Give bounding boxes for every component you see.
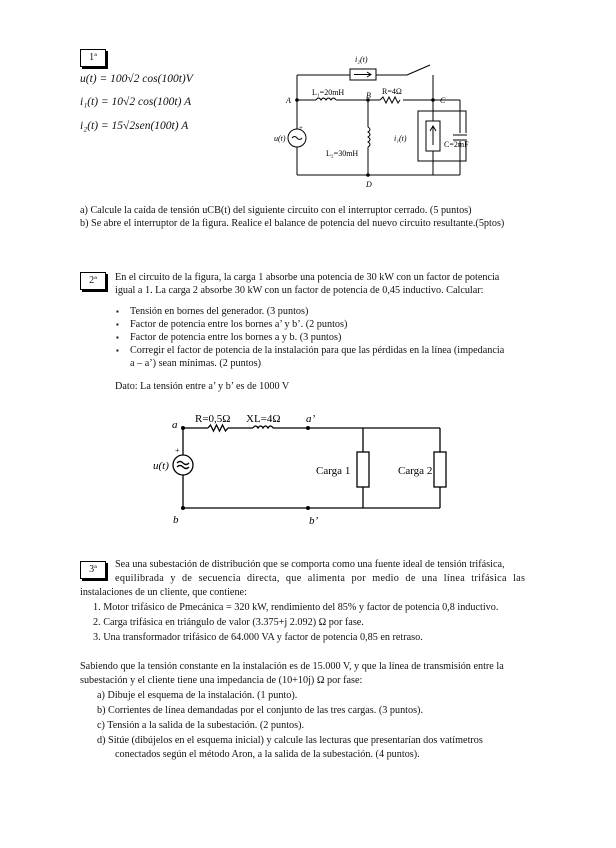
label-i1: i₁(t)	[394, 134, 407, 143]
problem-3-item-2: 2. Carga trifásica en triángulo de valor (3.375+j 2.092) Ω por fase.	[93, 617, 364, 628]
svg-text:+: +	[299, 124, 303, 132]
inductor-xl	[253, 426, 273, 428]
problem-2-bullet-3: ▪ Factor de potencia entre los bornes a y b. (3 puntos)	[130, 331, 341, 344]
label-i2: i₂(t)	[355, 55, 368, 64]
problem-3-question-a: a) Dibuje el esquema de la instalación. (1 punto).	[97, 690, 298, 701]
problem-3-intro-line-1: Sea una subestación de distribución que se comporta como una fuente ideal de tensión trifásica,	[115, 559, 505, 570]
node-c: C	[440, 96, 446, 105]
label-source-2: u(t)	[153, 460, 169, 472]
problem-2-bullet-4-cont: a – a’) sean mínimas. (2 puntos)	[130, 358, 261, 369]
resistor-r2	[208, 425, 228, 431]
problem-3-number: 3ª	[80, 561, 106, 579]
problem-2-bullet-4: ▪ Corregir el factor de potencia de la instalación para que las pérdidas en la línea (impedancia	[130, 344, 504, 357]
problem-2-intro-line-1: En el circuito de la figura, la carga 1 absorbe una potencia de 30 kW con un factor de potencia	[115, 272, 500, 283]
label-r2: R=0,5Ω	[195, 413, 231, 425]
formula-current-2: i₂(t) = 15√2sen(100t) A	[80, 120, 189, 132]
load-1-box	[357, 452, 369, 487]
label-r: R=4Ω	[382, 87, 402, 96]
label-u: u(t)	[274, 134, 286, 143]
problem-2-bullet-1: ▪ Tensión en bornes del generador. (3 puntos)	[130, 305, 308, 318]
node-a-lower: a	[172, 419, 178, 431]
node-b: B	[366, 91, 371, 100]
problem-3-question-d-cont: conectados según el método Aron, a la salida de la subestación. (4 puntos).	[115, 749, 420, 760]
circuit-diagram-2	[148, 408, 448, 533]
label-load-1: Carga 1	[316, 465, 351, 477]
node-d: D	[366, 180, 372, 189]
inductor-l1	[316, 98, 336, 100]
node-b-lower: b	[173, 514, 179, 526]
problem-1-question-a: a) Calcule la caída de tensión uCB(t) del siguiente circuito con el interruptor cerrado. (5 puntos)	[80, 205, 472, 216]
label-l1: L₁=20mH	[312, 88, 345, 97]
problem-3-item-1: 1. Motor trifásico de Pmecánica = 320 kW, rendimiento del 85% y factor de potencia 0,8 inductivo.	[93, 602, 499, 613]
problem-2-intro-line-2: igual a 1. La carga 2 absorbe 30 kW con un factor de potencia de 0,45 inductivo. Calcular:	[115, 285, 484, 296]
formula-current-1: i₁(t) = 10√2 cos(100t) A	[80, 96, 192, 108]
problem-3-question-d: d) Sitúe (dibújelos en el esquema inicial) y calcule las lecturas que presentarían dos vatímetros	[97, 735, 483, 746]
problem-2-dato: Dato: La tensión entre a’ y b’ es de 1000 V	[115, 381, 290, 392]
problem-3-intro-line-3: instalaciones de un cliente, que contiene:	[80, 587, 247, 598]
label-xl: XL=4Ω	[246, 413, 281, 425]
svg-text:+: +	[175, 446, 180, 455]
problem-1-question-b: b) Se abre el interruptor de la figura. Realice el balance de potencia del nuevo circuito resultante.(5ptos)	[80, 218, 505, 229]
problem-3-question-c: c) Tensión a la salida de la subestación. (2 puntos).	[97, 720, 305, 731]
problem-3-para-line-2: subestación y el cliente tiene una impedancia de (10+10j) Ω por fase:	[80, 675, 363, 686]
circuit-diagram-1	[270, 45, 470, 195]
problem-3-intro-line-2: equilibrada y de secuencia directa, que alimenta por medio de una línea trifásica las	[115, 573, 526, 584]
problem-2-number: 2ª	[80, 272, 106, 290]
problem-3-para-line-1: Sabiendo que la tensión constante en la instalación es de 15.000 V, y que la línea de transmisión entre la	[80, 661, 504, 672]
label-load-2: Carga 2	[398, 465, 433, 477]
problem-1-number: 1ª	[80, 49, 106, 67]
node-a-prime: a’	[306, 413, 316, 425]
problem-2-bullet-2: ▪ Factor de potencia entre los bornes a’ y b’. (2 puntos)	[130, 318, 347, 331]
load-2-box	[434, 452, 446, 487]
formula-voltage: u(t) = 100√2 cos(100t)V	[80, 73, 193, 85]
problem-3-item-3: 3. Una transformador trifásico de 64.000 VA y factor de potencia 0,85 en retraso.	[93, 632, 423, 643]
resistor-r	[380, 97, 400, 103]
label-c: C=2mF	[444, 140, 469, 149]
problem-3-question-b: b) Corrientes de línea demandadas por el conjunto de las tres cargas. (3 puntos).	[97, 705, 423, 716]
inductor-l2	[368, 127, 370, 147]
voltage-source-2	[173, 455, 193, 475]
node-a: A	[286, 96, 291, 105]
label-l2: L₂=30mH	[326, 149, 359, 158]
node-b-prime: b’	[309, 515, 319, 527]
